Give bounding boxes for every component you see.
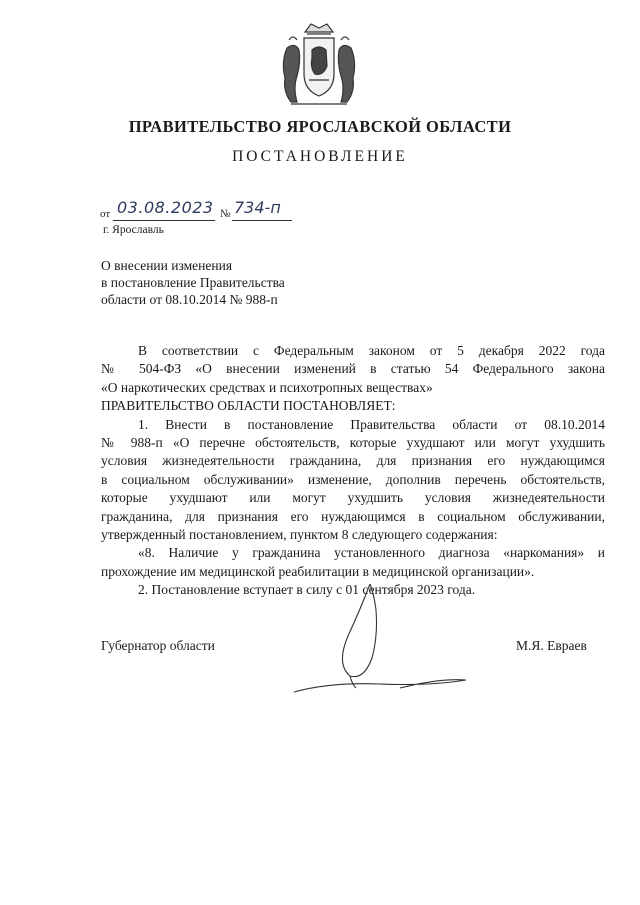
item1-line: 1. Внести в постановление Правительства области от 08.10.2014 (138, 416, 605, 432)
subject-line: в постановление Правительства (101, 275, 285, 290)
item1-line: № 988-п «О перечне обстоятельств, которые ухудшают или могут ухудшить (101, 435, 605, 451)
signatory-name: М.Я. Евраев (516, 638, 587, 653)
item1-line: в социальном обслуживании» изменение, дополнив перечень обстоятельств, (101, 471, 605, 487)
document-number: 734-п (234, 198, 281, 217)
date-underline (113, 220, 215, 221)
preamble-line: В соответствии с Федеральным законом от 5 декабря 2022 года (138, 343, 605, 358)
item1-quote-line: «8. Наличие у гражданина установленного диагноза «наркомания» и (138, 545, 605, 561)
document-type: ПОСТАНОВЛЕНИЕ (232, 148, 408, 165)
item1-line: условия жизнедеятельности гражданина, для признания его нуждающимся (101, 453, 605, 469)
city: г. Ярославль (103, 224, 164, 236)
resolution-heading: ПРАВИТЕЛЬСТВО ОБЛАСТИ ПОСТАНОВЛЯЕТ: (101, 398, 396, 414)
preamble-line: № 504-ФЗ «О внесении изменений в статью 54 Федерального закона (101, 361, 605, 377)
date-number-line (100, 198, 300, 224)
document-body (101, 342, 605, 600)
preamble-line: «О наркотических средствах и психотропных веществах» (101, 379, 433, 395)
subject-line: О внесении изменения (101, 258, 233, 273)
date-prefix: от (100, 208, 111, 220)
signatory-title: Губернатор области (101, 638, 215, 653)
document-subject (101, 257, 285, 308)
subject-line: области от 08.10.2014 № 988-п (101, 292, 278, 307)
yaroslavl-coat-of-arms-icon (271, 18, 367, 110)
item1-quote-line: прохождение им медицинской реабилитации в медицинской организации». (101, 563, 535, 579)
government-title: ПРАВИТЕЛЬСТВО ЯРОСЛАВСКОЙ ОБЛАСТИ (128, 117, 512, 136)
number-underline (232, 220, 292, 221)
item1-line: утвержденный постановлением, пунктом 8 следующего содержания: (101, 527, 498, 543)
handwritten-signature (290, 580, 490, 700)
item1-line: которые ухудшают или могут ухудшить условия жизнедеятельности (101, 490, 605, 506)
document-date: 03.08.2023 (117, 198, 214, 217)
number-prefix: № (220, 208, 231, 220)
item1-line: гражданина, для признания его нуждающимся в социальном обслуживании, (101, 508, 605, 524)
item2-text: 2. Постановление вступает в силу с 01 сентября 2023 года. (138, 582, 476, 598)
